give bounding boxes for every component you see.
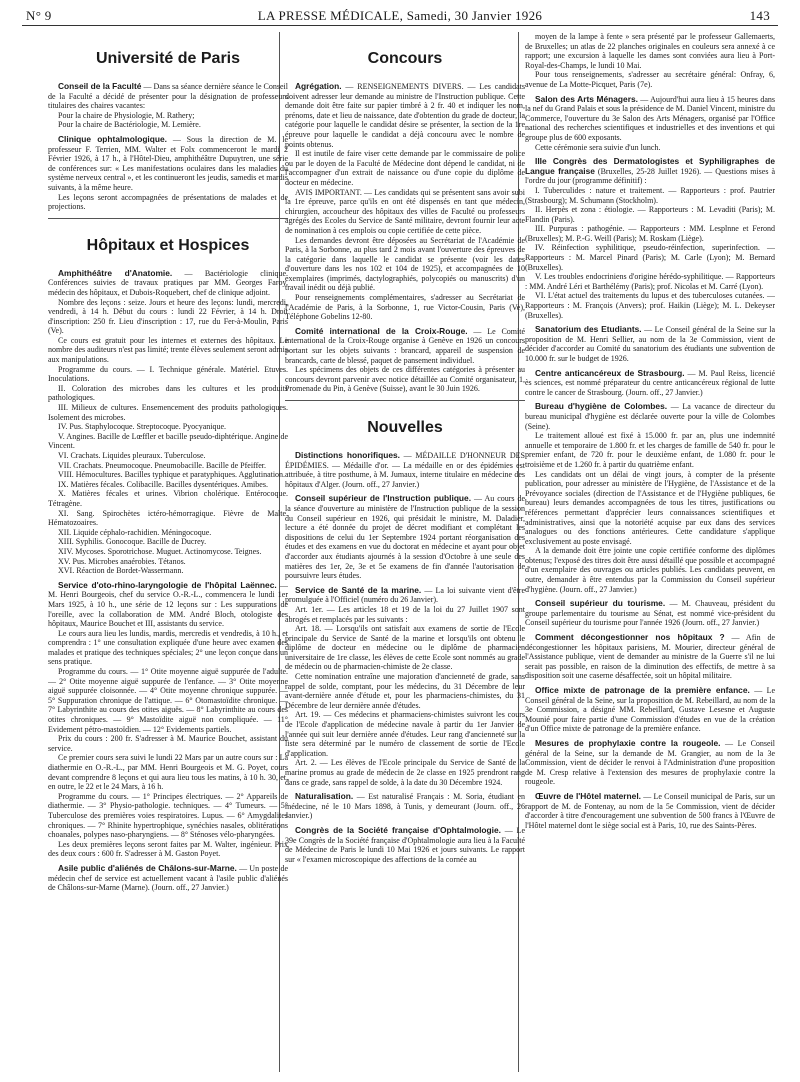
article-text: — Le Comité international de la Croix-Rouge organise à Genève en 1926 un concours portant sur les objets suivants : brancard, appareil de suspension de brancards, carte de blessé, paquet de pansement individuel.	[285, 326, 525, 365]
article-paragraph	[525, 186, 775, 205]
section-title: Hôpitaux et Hospices	[86, 236, 250, 254]
article-text: Art. 1er. — Les articles 18 et 19 de la loi du 27 Juillet 1907 sont abrogés et remplacés par les suivants :	[285, 604, 525, 624]
article-text: III. Milieux de cultures. Ensemencement des produits pathologiques. Isolement des microbes.	[48, 403, 288, 422]
article-heading: Amphithéâtre d'Anatomie.	[58, 267, 173, 278]
page-number: 143	[749, 8, 770, 23]
article-paragraph	[48, 528, 288, 538]
article-text: — Au cours de la séance d'ouverture au ministère de l'Instruction publique de la session du Conseil supérieur en 1926, qui présidait le ministre, M. Daladier, lecture a été donnée du projet de décret modifiant et complétant les dispositions de celui du 1er Septembre 1924 portant réorganisation des études et des examens en vue du doctorat en médecine et ayant pour objet d'accorder aux étudiants ajournés à la session d'Octobre à une seule des matières des 1er, 2e, 3e et 5e examens de fin d'année l'autorisation de poursuivre leurs études.	[285, 494, 525, 581]
article-paragraph	[48, 547, 288, 557]
article-paragraph	[525, 599, 775, 628]
article-text: X. Matières fécales et urines. Vibrion cholérique. Entérocoque. Tétragène.	[48, 489, 288, 508]
article-text: — Le Conseil général de la Seine, sur la demande de M. Grangier, au nom de la 3e Commission, vient de décider le renvoi à l'Administration d'une proposition de M. Cresp relative à l'extension des mesures de prophylaxie contre la rougeole.	[525, 738, 775, 787]
article-paragraph	[48, 792, 288, 840]
article-text: V. Angines. Bacille de Lœffler et bacille pseudo-diphtérique. Angine de Vincent.	[48, 431, 288, 451]
article-text: IV. Pus. Staphylocoque. Streptocoque. Pyocyanique.	[58, 422, 227, 432]
article	[285, 327, 525, 394]
article-text: Art. 18. — Lorsqu'ils ont satisfait aux examens de sortie de l'Ecole principale du Service de Santé de la marine et lorsqu'ils ont obtenu le diplôme de docteur en médecine ou le diplôme de pharmacien universitaire de 1re classe, les élèves de cette Ecole sont nommés au grade de médecin ou de pharmacien-chimiste de 2e classe.	[285, 624, 525, 672]
article-text: Programme du cours. — 1° Otite moyenne aiguë suppurée de l'adulte. — 2° Otite moyenne aiguë suppurée de l'enfance. — 3° Otite moyenne aiguë suppurée cloisonnée. — 4° Otite moyenne chronique suppurée. — 5° Suppuration chronique de l'attique. — 6° Otomastoïdite chronique. — 7° Labyrinthite au cours des otites aiguës. — 8° Labyrinthite au cours des otites chroniques. — 9° Mastoïdite aiguë non compliquée. — 11° Evidement pétro-mastoïdien. — 12° Evidements partiels.	[48, 667, 288, 734]
article-heading: Distinctions honorifiques.	[295, 450, 400, 460]
article-text: moyen de la lampe à fente » sera présenté par le professeur Gallemaerts, de Bruxelles; un atlas de 22 planches originales en couleurs sera annexé à ce rapport; une excursion à laquelle les dames sont conviées aura lieu à Port-Royal-des-Champs, le lundi 10 Mai.	[525, 32, 775, 70]
article-text: VIII. Hémocultures. Bacilles typhique et paratyphiques. Agglutination.	[58, 470, 286, 480]
article-heading: Conseil de la Faculté	[58, 81, 142, 91]
article-heading: Service d'oto-rhino-laryngologie de l'hôpital Laënnec.	[58, 579, 277, 590]
article-paragraph	[285, 710, 525, 758]
article-paragraph	[48, 537, 288, 547]
article-paragraph	[525, 431, 775, 469]
article-text: (Bruxelles, 25-28 Juillet 1926). — Questions mises à l'ordre du jour (programme définitif) :	[525, 166, 775, 186]
article	[285, 494, 525, 580]
article-heading: Naturalisation.	[295, 791, 354, 802]
article	[525, 32, 775, 90]
article-text: Les leçons seront accompagnées de présentations de malades et de projections.	[48, 192, 288, 212]
article-text: Les demandes devront être déposées au Secrétariat de l'Académie de Paris, à la Sorbonne, au plus tard 2 mois avant l'ouverture des épreuves de la catégorie dans laquelle le candidat se présente (voir les dates d'ouverture dans les nos 102 et 104 de 1925), et accompagnées de 10 exemplaires (imprimés, dactylographiés, polycopiés ou manuscrits) d'un travail inédit ou déjà publié.	[285, 235, 525, 293]
article-paragraph	[48, 432, 288, 451]
article-heading: Œuvre de l'Hôtel maternel.	[535, 790, 641, 801]
article-text: VII. Crachats. Pneumocoque. Pneumobacille. Bacille de Pfeiffer.	[58, 460, 267, 470]
article-text: — La loi suivante vient d'être promulguée à l'Officiel (numéro du 26 Janvier).	[285, 585, 525, 605]
article-heading: Conseil supérieur du tourisme.	[535, 598, 666, 609]
article-paragraph	[525, 157, 775, 186]
article-text: Le cours aura lieu les lundis, mardis, mercredis et vendredis, à 10 h., et comprendra : 1° une consultation expliquée d'une heure avec examen des malades et pratique des techniques spéciales; 2° une leçon conçue dans un sens pratique.	[48, 628, 288, 667]
article-paragraph	[285, 293, 525, 322]
column-right	[525, 32, 775, 1072]
article-heading: Sanatorium des Etudiants.	[535, 324, 642, 335]
article-paragraph	[285, 236, 525, 294]
article-paragraph	[48, 422, 288, 432]
article-text: Le traitement alloué est fixé à 15.000 fr. par an, plus une indemnité annuelle et temporaire de 1.800 fr. et les charges de famille de 540 fr. pour le premier enfant, de 720 fr. pour le deuxième enfant, de 1.080 fr. pour le troisième et de 1.260 fr. à partir du quatrième enfant.	[525, 431, 775, 469]
article-text: — Sous la direction de M. le professeur F. Terrien, MM. Walter et Folx commenceront le mardi 2 Février 1926, à 17 h., à l'Hôtel-Dieu, amphithéâtre Dupuytren, une série de conférences sur: « Les manifestations oculaires dans les maladies du système nerveux central », et les continueront les jeudis, samedis et mardis suivants, à la même heure.	[48, 134, 288, 192]
article-text: Ce cours est gratuit pour les internes et externes des hôpitaux. Le nombre des auditeurs n'est pas limité; trente élèves seulement seront admis aux manipulations.	[48, 335, 288, 365]
article-paragraph	[48, 734, 288, 753]
section-title: Concours	[367, 50, 443, 67]
article	[525, 325, 775, 363]
article-paragraph	[285, 826, 525, 864]
header-rule	[22, 25, 778, 26]
article-paragraph	[48, 667, 288, 734]
article-paragraph	[48, 384, 288, 403]
article-text: XIV. Mycoses. Sporotrichose. Muguet. Actinomycose. Teignes.	[58, 546, 262, 556]
article-paragraph	[48, 82, 288, 111]
article-text: — La vacance de directeur du bureau municipal d'hygiène est déclarée ouverte pour la ville de Colombes (Seine).	[525, 402, 775, 431]
article-paragraph	[48, 336, 288, 365]
article	[285, 82, 525, 322]
section-title: Université de Paris	[95, 50, 241, 67]
article-text: XVI. Réaction de Bordet-Wassermann.	[58, 566, 184, 576]
article-text: Programme du cours. — 1° Principes électriques. — 2° Appareils de diathermie. — 3° Physio-pathologie. techniques. — 4° Tumeurs. — 5° Tuberculose des premières voies respiratoires. Lupus. — 6° Amygdalites chroniques. — 7° Rhinite hypertrophique, synéchies nasales, oblitérations choanales, polypes naso-pharyngiens. — 8° Sténoses vélo-pharyngées.	[48, 791, 288, 840]
article-heading: Asile public d'aliénés de Châlons-sur-Marne.	[58, 862, 237, 873]
article-text: — MÉDAILLE D'HONNEUR DES ÉPIDÉMIES. — Médaille d'or. — La médaille en or des épidémies est attribuée, à titre posthume, à M. Jumaux, interne titulaire en médecine des hôpitaux d'Alger. (Journ. off., 27 Janvier.)	[285, 451, 525, 489]
article-paragraph	[525, 32, 775, 70]
article-paragraph	[285, 451, 525, 489]
article-paragraph	[285, 82, 525, 149]
article-paragraph	[525, 686, 775, 734]
article-paragraph	[48, 557, 288, 567]
article-paragraph	[525, 205, 775, 224]
article-paragraph	[285, 494, 525, 580]
article-text: — M. Paul Reiss, licencié ès sciences, est nommé préparateur du centre anticancéreux régional de lutte contre le cancer de Strasbourg. (Journ. off., 27 Janvier.)	[525, 368, 775, 397]
article	[48, 269, 288, 576]
article	[48, 864, 288, 893]
article-paragraph	[48, 120, 288, 130]
article-paragraph	[525, 739, 775, 787]
article-text: Ce premier cours sera suivi le lundi 22 Mars par un autre cours sur : La diathermie en O.-R.-L., par MM. Henri Bourgeois et M. G. Poyet, cours devant comprendre 8 leçons et qui aura lieu tous les matins, à 10 h. 30, et, en outre, le 22 et le 24 Mars, à 16 h.	[48, 753, 288, 792]
article-paragraph	[48, 111, 288, 121]
article-text: III. Purpuras : pathogénie. — Rapporteurs : MM. Lesplnne et Ferond (Bruxelles); M. P.-G. Weill (Paris); M. Roskam (Liège).	[525, 224, 775, 243]
article-paragraph	[525, 402, 775, 431]
article	[48, 135, 288, 212]
article-text: AVIS IMPORTANT. — Les candidats qui se présentent sans avoir subi la 1re épreuve, parce qu'ils en ont été dispensés en tant que médecin, chirurgien, accoucheur des hôpitaux des villes de Faculté ou professeurs agrégés des Ecoles du Service de Santé militaire, devront fournir leur acte de nomination à ces emplois ou copie certifiée de cette pièce.	[285, 187, 525, 235]
article-paragraph	[525, 792, 775, 830]
article	[525, 739, 775, 787]
article-text: IX. Matières fécales. Colibacille. Bacilles dysentériques. Amibes.	[58, 479, 268, 489]
article-text: V. Les troubles endocriniens d'origine hérédo-syphilitique. — Rapporteurs : MM. André Léri et Barthélémy (Paris); prof. Nicolas et M. Carré (Lyon).	[525, 272, 775, 291]
article-paragraph	[525, 325, 775, 363]
article-text: — RENSEIGNEMENTS DIVERS. — Les candidats doivent adresser leur demande au ministre de l'Instruction publique. Cette demande doit être faite sur papier timbré à 2 fr. 40 et indiquer les nom, prénoms, date et lieu de naissance, date d'obtention du grade de docteur, la catégorie pour laquelle le candidat désire se présenter, la section de la 1re épreuve pour laquelle le candidat a déjà concouru avec le nombre de points obtenus.	[285, 82, 525, 149]
article-text: II. Herpès et zona : étiologie. — Rapporteurs : M. Levaditi (Paris); M. Flandin (Paris).	[525, 205, 775, 224]
article-text: Nombre des leçons : seize. Jours et heure des leçons: lundi, mercredi, vendredi, à 14 h. Début du cours : lundi 22 Février, à 14 h. Droit d'inscription: 250 fr. Lieu d'inscription : 17, rue du Fer-à-Moulin, Paris (Ve).	[48, 297, 288, 336]
article	[525, 95, 775, 153]
article-paragraph	[48, 629, 288, 667]
article-paragraph	[285, 792, 525, 821]
article-text: VI. L'état actuel des traitements du lupus et des tuberculoses cutanées. — Rapporteurs : M. François (Anvers); prof. Haikin (Liège); M. L. Dekeyser (Bruxelles).	[525, 291, 775, 320]
article-paragraph	[48, 461, 288, 471]
article-text: — M. Henri Bourgeois, chef du service O.-R.-L., commencera le lundi 1er Mars 1925, à 10 h., une série de 12 leçons sur : Les suppurations de l'oreille, avec la collaboration de MM. André Bloch, otologiste des hôpitaux, Maurice Bouchet et III, assistants du service.	[48, 580, 288, 629]
article-heading: Centre anticancéreux de Strasbourg.	[535, 367, 685, 378]
article-text: XI. Sang. Spirochètes ictéro-hémorragique. Fièvre de Malte. Hématozoaires.	[48, 508, 288, 528]
article-heading: Bureau d'hygiène de Colombes.	[535, 401, 668, 412]
article-heading: Office mixte de patronage de la première enfance.	[535, 685, 750, 695]
article-text: Pour tous renseignements, s'adresser au secrétaire général: Onfray, 6, avenue de La Motte-Picquet, Paris (7e).	[525, 70, 775, 89]
article-text: Il est inutile de faire viser cette demande par le commissaire de police ou par le doyen de la Faculté de Médecine dont dépend le candidat, ni de l'accompagner d'un extrait de naissance ou d'une copie du diplôme de docteur en médecine.	[285, 149, 525, 187]
article-paragraph	[525, 95, 775, 143]
article-paragraph	[48, 566, 288, 576]
article-text: Les candidats ont un délai de vingt jours, à compter de la présente publication, pour adresser au ministère de l'Hygiène, de l'Assistance et de la Prévoyance sociales (direction de l'Assistance et de l'Hygiène publiques, 6e bureau) leurs demandes accompagnées de tous les titres, justifications ou références permettant d'apprécier leurs connaissances scientifiques et administratives, ainsi que la notoriété acquise par eux dans des services analogues ou des fonctions antérieures. Cette candidature s'applique exclusivement au poste envisagé.	[525, 469, 775, 546]
article-text: XIII. Syphilis. Gonocoque. Bacille de Ducrey.	[58, 537, 207, 547]
article-paragraph	[48, 451, 288, 461]
article-heading: Comment décongestionner nos hôpitaux ?	[535, 632, 725, 643]
article-paragraph	[48, 480, 288, 490]
article	[285, 792, 525, 821]
article-text: A la demande doit être jointe une copie certifiée conforme des diplômes obtenus; l'exposé des titres doit être aussi détaillé que possible et accompagné d'un exemplaire des ouvrages ou articles publiés. Les candidats peuvent, en outre, demander à être entendus par la Commission du Conseil supérieur d'hygiène. (Journ. off., 27 Janvier.)	[525, 546, 775, 594]
article-paragraph	[48, 135, 288, 193]
article-heading: Clinique ophtalmologique.	[58, 133, 167, 144]
article-text: IV. Réinfection syphilitique, pseudo-réinfection, superinfection. — Rapporteurs : M. Marcel Pinard (Paris); M. Carle (Lyon); M. Bernard (Bruxelles).	[525, 243, 775, 272]
page-header	[0, 0, 800, 28]
article-paragraph	[48, 753, 288, 791]
article-text: — Le Conseil municipal de Paris, sur un rapport de M. de Fontenay, au nom de la 5e Commission, vient de décider d'accorder à titre d'encouragement une subvention de 500 francs à l'Œuvre de l'Hôtel maternel dont le siège social est à Paris, 10, rue des Saints-Pères.	[525, 791, 775, 830]
article-text: Programme du cours. — I. Technique générale. Matériel. Etuves. Inoculations.	[48, 364, 288, 384]
article	[285, 826, 525, 864]
article-text: — M. Chauveau, président du groupe parlementaire du tourisme au Sénat, est nommé vice-président du Conseil supérieur du tourisme pour l'année 1926 (Journ. off., 27 Janvier.)	[525, 599, 775, 628]
article	[48, 82, 288, 130]
article	[525, 633, 775, 681]
article-paragraph	[285, 149, 525, 187]
article-text: II. Coloration des microbes dans les cultures et les produits pathologiques.	[48, 383, 288, 403]
article-text: — Bactériologie clinique. Conférences suivies de travaux pratiques par MM. Georges Faroy, médecin des hôpitaux, et Dubois-Roquebert, chef de clinique adjoint.	[48, 268, 288, 297]
journal-title: LA PRESSE MÉDICALE, Samedi, 30 Janvier 1926	[257, 8, 543, 23]
article-text: — Aujourd'hui aura lieu à 15 heures dans la nef du Grand Palais et sous la présidence de M. Daniel Vincent, ministre du Commerce, l'ouverture du 3e Salon des Arts Ménagers, organisé par l'Office national des recherches scientifiques et industrielles et des inventions et qui groupe plus de 600 exposants.	[525, 94, 775, 142]
article-text: XII. Liquide céphalo-rachidien. Méningocoque.	[58, 527, 212, 537]
article-text: — Le 39e Congrès de la Société française d'Ophtalmologie aura lieu à la Faculté de Médecine de Paris le lundi 10 Mai 1926 et jours suivants. Le rapport sur « l'examen microscopique des affections de la cornée au	[285, 825, 525, 864]
article	[285, 586, 525, 787]
article-text: Pour la chaire de Physiologie, M. Rathery;	[58, 110, 195, 120]
article-text: — Le Conseil général de la Seine sur la proposition de M. Henri Sellier, au nom de la 3e Commission, vient de décider d'accorder au Comité du sanatorium des étudiants une subvention de 10.000 fr. sur le budget de 1926.	[525, 325, 775, 363]
article-paragraph	[285, 672, 525, 710]
article-paragraph	[48, 509, 288, 528]
article-paragraph	[525, 143, 775, 153]
section-rule	[285, 400, 525, 401]
article-text: VI. Crachats. Liquides pleuraux. Tuberculose.	[58, 451, 206, 460]
article	[525, 792, 775, 830]
column-middle	[285, 32, 525, 1072]
article	[525, 599, 775, 628]
article-text: — Le Conseil général de la Seine, sur la proposition de M. Rebeillard, au nom de la 3e Commission, a désigné MM. Rebeillard, Gustave Lesesne et Auguste Mounié pour faire partie d'une Commission d'études en vue de la création d'un Office mixte de patronage de la première enfance.	[525, 686, 775, 734]
issue-number: N° 9	[26, 8, 52, 23]
article-text: Les spécimens des objets de ces différentes catégories à présenter au concours devront parvenir avec notice détaillée au Comité organisateur, 1, Promenade du Pin, à Genève (Suisse), avant le 30 Juin 1926.	[285, 365, 525, 394]
article-paragraph	[285, 586, 525, 605]
article-paragraph	[48, 840, 288, 859]
section-title: Nouvelles	[367, 419, 443, 436]
article-paragraph	[525, 633, 775, 681]
article-heading: Agrégation.	[295, 81, 342, 91]
article-paragraph	[285, 758, 525, 787]
article	[525, 402, 775, 594]
article-heading: Comité international de la Croix-Rouge.	[295, 325, 468, 336]
article-heading: Service de Santé de la marine.	[295, 584, 422, 595]
article-heading: Mesures de prophylaxie contre la rougeole.	[535, 737, 721, 748]
article-paragraph	[525, 70, 775, 89]
article-text: XV. Pus. Microbes anaérobies. Tétanos.	[58, 556, 186, 566]
article-paragraph	[48, 269, 288, 298]
article-paragraph	[285, 365, 525, 394]
article-text: Art. 19. — Ces médecins et pharmaciens-chimistes suivront les cours de l'Ecole d'application de médecine navale à partir du 1er Janvier de l'année qui suit leur dernière année d'études. Leur rang d'ancienneté sur la liste sera déterminé par le numéro de classement de sortie de l'Ecole d'application.	[285, 710, 525, 758]
article-paragraph	[48, 365, 288, 384]
article-text: Prix du cours : 200 fr. S'adresser à M. Maurice Bouchet, assistant du service.	[48, 734, 288, 753]
article-text: — Afin de décongestionner les hôpitaux parisiens, M. Mourier, directeur général de l'Assistance publique, vient de demander au ministre de la Guerre s'il ne lui serait pas possible, en raison de la diminution des effectifs, de mettre à sa disposition soit une caserne désaffectée, soit un hôpital militaire.	[525, 633, 775, 681]
article-heading: Salon des Arts Ménagers.	[535, 93, 638, 104]
article-paragraph	[48, 470, 288, 480]
article	[525, 686, 775, 734]
article-text: Cette cérémonie sera suivie d'un lunch.	[535, 142, 661, 152]
article-paragraph	[525, 369, 775, 398]
article-text: I. Tuberculides : nature et traitement. — Rapporteurs : prof. Pautrier (Strasbourg); M. Schumann (Stockholm).	[525, 185, 775, 205]
article-text: — Un poste de médecin chef de service est actuellement vacant à l'asile public d'aliénés de Châlons-sur-Marne (Marne). (Journ. off., 27 Janvier.)	[48, 863, 288, 893]
article-heading: Congrès de la Société française d'Ophtalmologie.	[295, 824, 501, 835]
article-paragraph	[48, 581, 288, 629]
article-paragraph	[525, 470, 775, 547]
article-paragraph	[525, 546, 775, 594]
article	[285, 451, 525, 489]
article-text: Pour renseignements complémentaires, s'adresser au Secrétariat de l'Académie de Paris, à la Sorbonne, 1, rue Victor-Cousin, Paris (Ve), Téléphone Gobelins 12-80.	[285, 293, 525, 322]
article-text: Cette nomination entraîne une majoration d'ancienneté de grade, sans rappel de solde, comptant, pour les médecins, du 31 Décembre de leur avant-dernière année d'étude et, pour les pharmaciens-chimistes, du 31 Décembre de leur dernière année d'études.	[285, 672, 525, 710]
article-paragraph	[48, 864, 288, 893]
article-text: — Dans sa séance dernière séance le Conseil de la Faculté a décidé de présenter pour la désignation de professeurs titulaires des chaires vacantes:	[48, 82, 288, 111]
article-paragraph	[525, 224, 775, 243]
article	[525, 157, 775, 320]
article	[48, 581, 288, 859]
article-paragraph	[48, 403, 288, 422]
article-paragraph	[285, 327, 525, 365]
article-text: — Est naturalisé Français : M. Soria, étudiant en médecine, né le 10 Mars 1898, à Tunis, y demeurant (Journ. off., 26 Janvier.)	[285, 792, 525, 821]
article-text: Pour la chaire de Bactériologie, M. Lemière.	[58, 120, 201, 130]
article-text: Art. 2. — Les élèves de l'Ecole principale du Service de Santé de la marine promus au grade de médecin de 2e classe en 1925 prendront rang dans ce grade, sans rappel de solde, à la date du 30 Décembre 1924.	[285, 758, 525, 787]
article-heading: IIIe Congrès des Dermatologistes et Syphiligraphes de Langue française	[525, 156, 775, 176]
column-left	[48, 32, 288, 1072]
article-paragraph	[285, 624, 525, 672]
article-paragraph	[48, 193, 288, 212]
article-heading: Conseil supérieur de l'Instruction publique.	[295, 493, 472, 504]
article	[525, 369, 775, 398]
article-paragraph	[525, 243, 775, 272]
article-paragraph	[525, 272, 775, 291]
article-paragraph	[285, 605, 525, 624]
article-paragraph	[525, 291, 775, 320]
section-rule	[48, 218, 288, 219]
article-paragraph	[48, 489, 288, 508]
article-text: Les deux premières leçons seront faites par M. Walter, ingénieur. Prix des deux cours : 600 fr. S'adresser à M. Gaston Poyet.	[48, 839, 288, 859]
article-paragraph	[48, 298, 288, 336]
article-paragraph	[285, 188, 525, 236]
